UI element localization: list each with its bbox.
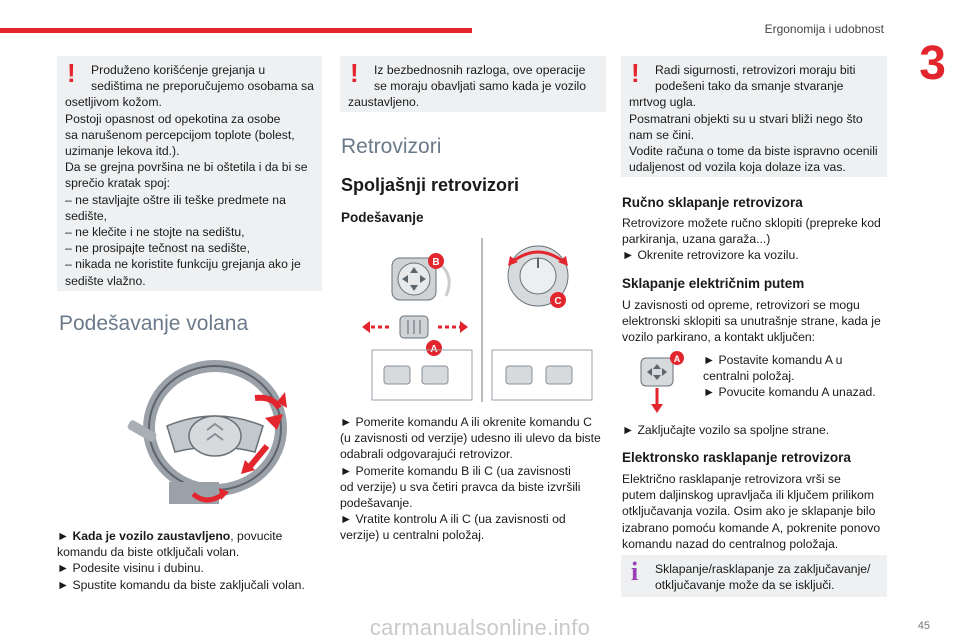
warning-icon: ! (67, 58, 76, 88)
body-line: ► Pomerite komandu B ili C (ua zavisnosti (340, 463, 571, 478)
mirrors-heading: Retrovizori (341, 135, 442, 158)
warning-line: sprečio kratak spoj: (65, 176, 170, 191)
warning-line: – ne prosipajte tečnost na sedište, (65, 241, 250, 256)
electric-folding-text (622, 297, 888, 346)
adjustment-instructions (340, 414, 606, 544)
steering-step-2: ► Podesite visinu i dubinu. (57, 561, 204, 576)
fold-control-a-icon (633, 350, 687, 414)
steering-heading: Podešavanje volana (59, 312, 249, 335)
warning-line: – ne stavljajte oštre ili teške predmete na (65, 192, 286, 207)
column-3 (621, 56, 887, 593)
body-line: Retrovizore možete ručno sklopiti (prepreke kod (622, 216, 881, 230)
warning-line: sedište vlažno. (65, 273, 146, 288)
body-line: vozilo parkirano, a kontakt uključen: (622, 330, 816, 345)
warning-line: Radi sigurnosti, retrovizori moraju biti (655, 63, 856, 77)
warning-line: podešeni tako da smanje stvaranje (655, 79, 844, 94)
body-line: parkiranja, uzana garaža...) (622, 232, 771, 247)
page-number: 45 (917, 620, 930, 632)
warning-line: – nikada ne koristite funkciju grejanja ako je (65, 257, 301, 272)
exterior-mirrors-heading: Spoljašnji retrovizori (341, 175, 520, 195)
manual-folding-text (622, 215, 888, 264)
body-line: odabrali odgovarajući retrovizor. (340, 447, 513, 462)
label-b: B (432, 257, 440, 268)
warning-line: osetljivom kožom. (65, 95, 162, 110)
body-line: putem daljinskog upravljača ili ključem prilikom (622, 488, 874, 503)
body-line: ► Pomerite komandu A ili okrenite komandu C (340, 415, 592, 429)
fold-steps (703, 352, 887, 401)
body-line: izabrano pomoću komande A, pokrenite ponovo (622, 520, 881, 535)
warning-line: udaljenost od vozila koja dolaze iza vas. (629, 160, 846, 175)
warning-line: sa narušenom percepcijom toplote (bolest, (65, 127, 295, 142)
fold-step-1: ► Postavite komandu A u (703, 353, 843, 367)
label-a: A (673, 354, 681, 364)
warning-line: uzimanje lekova itd.). (65, 144, 180, 159)
body-line: komandu nazad do centralnog položaja. (622, 536, 839, 551)
info-line: Sklapanje/rasklapanje za zaključavanje/ (655, 562, 871, 576)
body-line: U zavisnosti od opreme, retrovizori se mogu (622, 298, 860, 312)
warning-icon: ! (631, 58, 640, 88)
body-line: elektronski sklopiti sa unutrašnje strane, kada je (622, 314, 881, 329)
warning-line: Iz bezbednosnih razloga, ove operacije (374, 63, 586, 77)
warning-line: se moraju obavljati samo kada je vozilo (374, 79, 587, 94)
steering-wheel-illustration (127, 356, 287, 516)
body-line: ► Okrenite retrovizore ka vozilu. (622, 248, 799, 263)
label-c: C (554, 296, 562, 307)
warning-line: zaustavljeno. (348, 95, 420, 110)
steering-step-3: ► Spustite komandu da biste zaključali volan. (57, 577, 305, 592)
body-line: (u zavisnosti od verzije) udesno ili ulevo da biste (340, 431, 601, 446)
lock-step: ► Zaključajte vozilo sa spoljne strane. (622, 423, 830, 437)
info-icon: i (631, 557, 639, 586)
info-line: otključavanje može da se isključi. (655, 578, 835, 593)
warning-line: Vodite računa o tome da biste ispravno ocenili (629, 144, 878, 159)
warning-line: Posmatrani objekti su u stvari bliži nego što (629, 111, 863, 126)
steering-step-1-cont: komandu da biste otključali volan. (57, 545, 240, 560)
column-1 (57, 56, 322, 592)
fold-step-2: ► Povucite komandu A unazad. (703, 385, 876, 400)
header-accent-bar (0, 28, 472, 33)
mirror-controls-illustration (362, 238, 600, 402)
column-2 (340, 56, 606, 543)
warning-line: sedištima ne preporučujemo osobama sa (91, 79, 314, 94)
body-line: ► Vratite kontrolu A ili C (ua zavisnosti od (340, 512, 566, 527)
step1-bold: ► Kada je vozilo zaustavljeno (57, 529, 231, 543)
heating-warning-box (57, 56, 322, 291)
mirror-safety-warning-box (340, 56, 606, 112)
steering-steps (57, 528, 322, 593)
folding-info-box (621, 555, 887, 597)
steering-step-1 (57, 528, 322, 544)
adjustment-subheading: Podešavanje (341, 210, 424, 225)
body-line: Električno rasklapanje retrovizora vrši se (622, 472, 841, 486)
body-line: podešavanje. (340, 496, 413, 511)
electronic-unfolding-heading: Elektronsko rasklapanje retrovizora (622, 450, 851, 465)
fold-step-1-cont: centralni položaj. (703, 369, 795, 384)
label-a: A (430, 344, 438, 355)
body-line: verzije) u centralni položaj. (340, 528, 485, 543)
warning-line: – ne klečite i ne stojte na sedištu, (65, 225, 245, 240)
electric-folding-heading: Sklapanje električnim putem (622, 276, 805, 291)
warning-line: mrtvog ugla. (629, 95, 697, 110)
warning-line: Postoji opasnost od opekotina za osobe (65, 111, 281, 126)
warning-line: Da se grejna površina ne bi oštetila i da bi se (65, 160, 308, 175)
footer-watermark: carmanualsonline.info (369, 615, 591, 640)
warning-line: Produženo korišćenje grejanja u (91, 63, 266, 77)
chapter-number: 3 (919, 37, 946, 90)
warning-line: nam se čini. (629, 127, 695, 142)
blind-spot-warning-box (621, 56, 887, 177)
body-line: od verzije) u sva četiri pravca da biste izvršili (340, 479, 581, 494)
section-title: Ergonomija i udobnost (764, 22, 884, 36)
electronic-unfolding-text (622, 471, 888, 552)
step1-rest: , povucite (230, 529, 283, 543)
manual-folding-heading: Ručno sklapanje retrovizora (622, 195, 803, 210)
body-line: otključavanja vozila. Osim ako je sklapanje bilo (622, 504, 876, 519)
warning-line: sedište, (65, 208, 108, 223)
warning-icon: ! (350, 58, 359, 88)
